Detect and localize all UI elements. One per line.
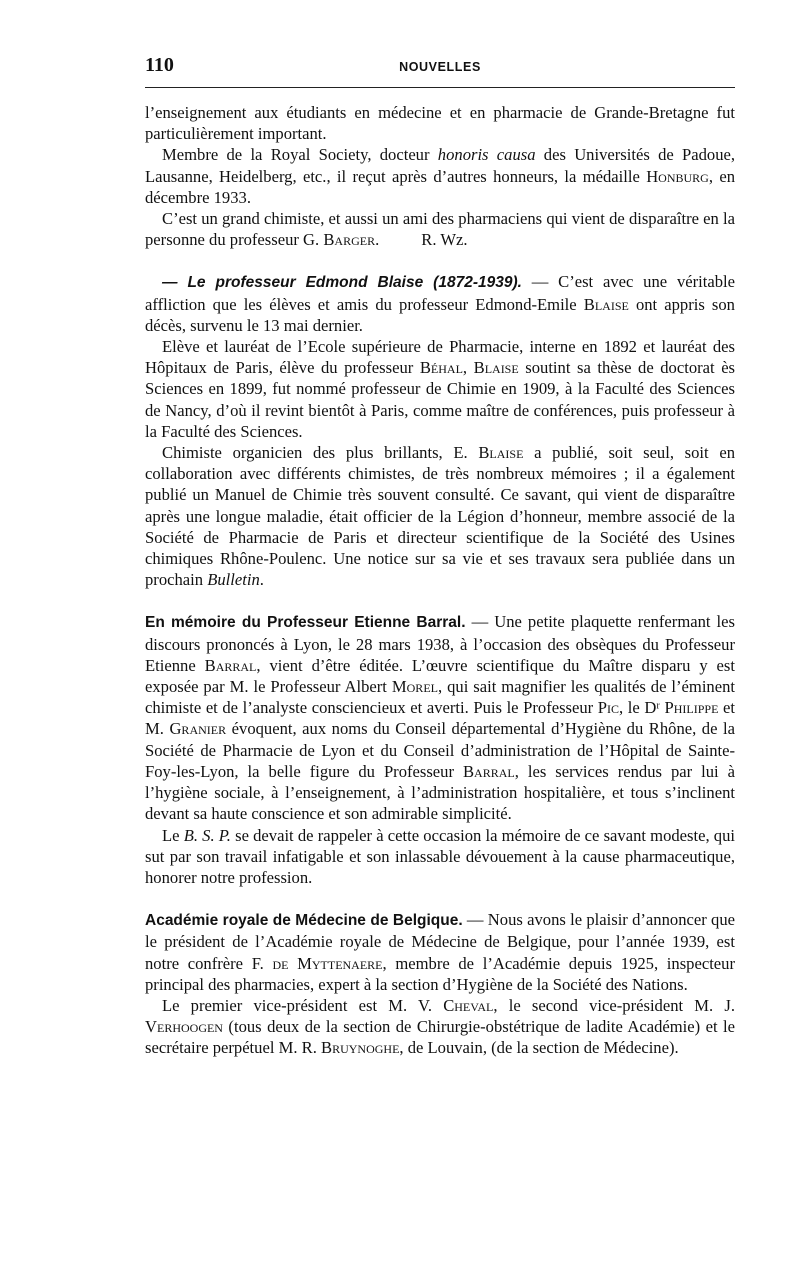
article-barger-obituary	[145, 102, 735, 250]
text: évoquent, aux noms du Conseil départemental d’Hygiène du Rhône, de la Société de Pharmacie de Lyon et du Conseil d’administration de l’Hôpital de Sainte-Foy-les-Lyon, la belle figure du Professeur	[145, 719, 735, 781]
section-heading: En mémoire du Professeur Etienne Barral.	[145, 614, 466, 632]
text: , de Louvain, (de la section de Médecine).	[399, 1038, 679, 1058]
signature: R. Wz.	[421, 230, 468, 250]
text: .	[375, 230, 380, 250]
small-caps-name: Morel	[391, 677, 438, 697]
text: , membre de l’Académie depuis 1925, inspecteur principal des pharmacies, expert à la section d’Hygiène de la Société des Nations.	[145, 953, 735, 994]
text: l’enseignement aux étudiants en médecine et en pharmacie de Grande-Bretagne fut particulièrement important.	[145, 103, 735, 144]
text: soutint sa thèse de doctorat ès Sciences en 1899, fut nommé professeur de Chimie en 1909, à la Faculté des Sciences de Nancy, d’où il revint bientôt à Paris, comme maître de conférences, puis professeur à la Faculté des Sciences.	[145, 358, 736, 441]
small-caps-name: Verhoogen	[145, 1017, 223, 1037]
section-gap	[145, 250, 735, 271]
small-caps-name: Granier	[169, 719, 227, 739]
paragraph	[145, 144, 735, 208]
small-caps-name: Barral	[462, 761, 515, 781]
paragraph	[145, 611, 735, 824]
text: Chimiste organicien des plus brillants, E.	[162, 443, 479, 463]
paragraph	[145, 208, 735, 250]
header-rule	[145, 87, 735, 88]
text: , les services rendus par lui à l’hygiène sociale, à l’enseignement, à l’administration hospitalière, et tous s’inclinent devant sa haute conscience et son admirable simplicité.	[145, 761, 735, 824]
paragraph	[145, 442, 735, 590]
italic-text: Bulletin	[207, 570, 260, 590]
text: Membre de la Royal Society, docteur	[162, 145, 438, 165]
small-caps-name: Barral	[204, 655, 257, 675]
text: a publié, soit seul, soit en collaboration avec différents chimistes, de très nombreux mémoires ; il a également publié un Manuel de Chimie très souvent consulté. Ce savant, qui vient de disparaître après une longue maladie, était officier de la Légion d’honneur, membre associé de la Société de Pharmacie de Paris et directeur scientifique de la Société des Usines chimiques Rhône-Poulenc. Une notice sur sa vie et ses travaux sera publiée dans un prochain	[145, 443, 735, 590]
page-number: 110	[145, 54, 174, 76]
text: .	[259, 570, 264, 590]
text: ont appris son décès, survenu le 13 mai dernier.	[145, 294, 735, 335]
paragraph	[145, 909, 735, 995]
text: des Universités de Padoue, Lausanne, Heidelberg, etc., il reçut après d’autres honneurs, la médaille	[145, 145, 736, 186]
section-heading: Académie royale de Médecine de Belgique.	[145, 912, 463, 930]
italic-text: B. S. P.	[183, 825, 231, 845]
small-caps-name: Béhal	[419, 358, 463, 378]
small-caps-name: Barger	[323, 230, 376, 250]
section-gap	[145, 888, 735, 909]
small-caps-name: Blaise	[583, 294, 629, 314]
text: Le premier vice-président est M. V.	[162, 995, 444, 1015]
text: Elève et lauréat de l’Ecole supérieure de Pharmacie, interne en 1892 et lauréat des Hôpitaux de Paris, élève du professeur	[145, 337, 735, 378]
section-heading: — Le professeur Edmond Blaise (1872-1939).	[162, 274, 522, 292]
section-gap	[145, 590, 735, 611]
small-caps-name: Blaise	[478, 443, 524, 463]
text: , qui sait magnifier les qualités de l’éminent chimiste et de l’analyste consciencieux et averti. Puis le Professeur	[145, 677, 736, 718]
text: , vient d’être éditée. L’œuvre scientifique du Maître disparu y est exposée par M. le Professeur Albert	[145, 655, 735, 697]
running-title: NOUVELLES	[399, 60, 481, 74]
text: — C’est avec une véritable affliction que les élèves et amis du professeur Edmond-Emile	[145, 272, 735, 314]
small-caps-name: de Myttenaere	[272, 953, 383, 973]
article-academie-belgique	[145, 909, 735, 1058]
text: se devait de rappeler à cette occasion la mémoire de ce savant modeste, qui sut par son travail infatigable et son inlassable dévouement à la cause pharmaceutique, honorer notre profession.	[145, 825, 735, 887]
small-caps-name: Bruynoghe	[321, 1038, 400, 1058]
page-body	[145, 102, 735, 1059]
text: , le Dʳ	[619, 698, 665, 718]
italic-text: honoris causa	[437, 145, 536, 165]
text: — Une petite plaquette renfermant les discours prononcés à Lyon, le 28 mars 1938, à l’occasion des obsèques du Professeur Etienne	[145, 612, 735, 675]
small-caps-name: Cheval	[443, 995, 494, 1015]
text: , en décembre 1933.	[145, 166, 735, 207]
text: — Nous avons le plaisir d’annoncer que le président de l’Académie royale de Médecine de Belgique, pour l’année 1939, est notre confrère F.	[145, 910, 735, 973]
text: , le second vice-président M. J.	[493, 995, 735, 1015]
paragraph	[145, 336, 735, 442]
small-caps-name: Blaise	[473, 358, 519, 378]
paragraph	[145, 825, 735, 889]
small-caps-name: Pic	[597, 698, 620, 718]
article-barral-memorial	[145, 611, 735, 888]
article-blaise-obituary	[145, 271, 735, 590]
text: C’est un grand chimiste, et aussi un ami des pharmaciens qui vient de disparaître en la personne du professeur G.	[145, 209, 735, 250]
small-caps-name: Honburg	[646, 166, 709, 186]
small-caps-name: Philippe	[664, 698, 719, 718]
text: ,	[462, 358, 474, 378]
paragraph	[145, 271, 735, 336]
paragraph	[145, 995, 735, 1059]
running-header	[145, 54, 735, 84]
text: et M.	[145, 698, 735, 739]
paragraph	[145, 102, 735, 144]
text: (tous deux de la section de Chirurgie-obstétrique de ladite Académie) et le secrétaire perpétuel M. R.	[145, 1017, 735, 1058]
text: Le	[162, 825, 184, 845]
